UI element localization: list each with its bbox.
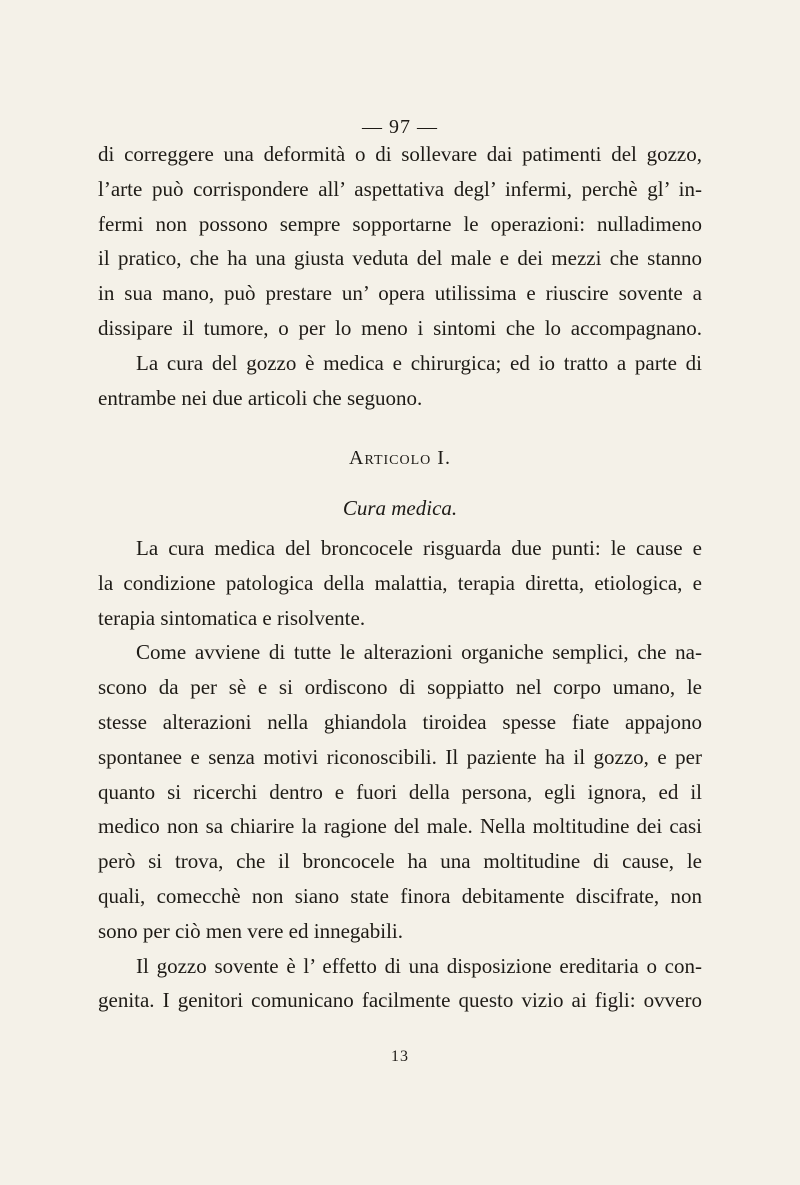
text-line: la condizione patologica della malattia, terapia diretta, etiologica, e: [98, 570, 702, 595]
text-line: in sua mano, può prestare un’ opera utilissima e riuscire sovente a: [98, 281, 702, 306]
text-line: il pratico, che ha una giusta veduta del male e dei mezzi che stanno: [98, 246, 702, 271]
article-heading: Articolo I.: [349, 447, 451, 469]
text-line: dissipare il tumore, o per lo meno i sintomi che lo accompagnano.: [98, 315, 702, 340]
text-line: però si trova, che il broncocele ha una moltitudine di cause, le: [98, 849, 702, 874]
text-line: quanto si ricerchi dentro e fuori della persona, egli ignora, ed il: [98, 779, 702, 804]
main-paragraphs: [98, 531, 702, 1018]
intro-paragraph: [98, 137, 702, 415]
text-line: spontanee e senza motivi riconoscibili. Il paziente ha il gozzo, e per: [98, 744, 702, 769]
page-number: — 97 —: [362, 116, 438, 138]
text-line: La cura del gozzo è medica e chirurgica; ed io tratto a parte di: [136, 350, 702, 375]
text-line: genita. I genitori comunicano facilmente questo vizio ai figli: ovvero: [98, 988, 702, 1013]
text-line: scono da per sè e si ordiscono di soppiatto nel corpo umano, le: [98, 675, 702, 700]
signature-mark: 13: [391, 1048, 409, 1065]
section-subtitle: Cura medica.: [342, 496, 458, 520]
text-line: sono per ciò men vere ed innegabili.: [98, 918, 403, 943]
text-line: La cura medica del broncocele risguarda due punti: le cause e: [136, 536, 702, 560]
text-line: di correggere una deformità o di sollevare dai patimenti del gozzo,: [98, 142, 702, 166]
text-line: Il gozzo sovente è l’ effetto di una disposizione ereditaria o con-: [136, 953, 702, 978]
text-line: stesse alterazioni nella ghiandola tiroidea spesse fiate appajono: [98, 709, 702, 734]
text-line: medico non sa chiarire la ragione del male. Nella moltitudine dei casi: [98, 814, 702, 839]
text-line: terapia sintomatica e risolvente.: [98, 605, 366, 630]
text-line: l’arte può corrispondere all’ aspettativa degl’ infermi, perchè gl’ in-: [98, 176, 702, 201]
text-line: quali, comecchè non siano state finora debitamente discifrate, non: [98, 883, 702, 908]
text-line: Come avviene di tutte le alterazioni organiche semplici, che na-: [136, 640, 702, 665]
text-line: entrambe nei due articoli che seguono.: [98, 385, 423, 410]
text-line: fermi non possono sempre sopportarne le operazioni: nulladimeno: [98, 211, 702, 236]
